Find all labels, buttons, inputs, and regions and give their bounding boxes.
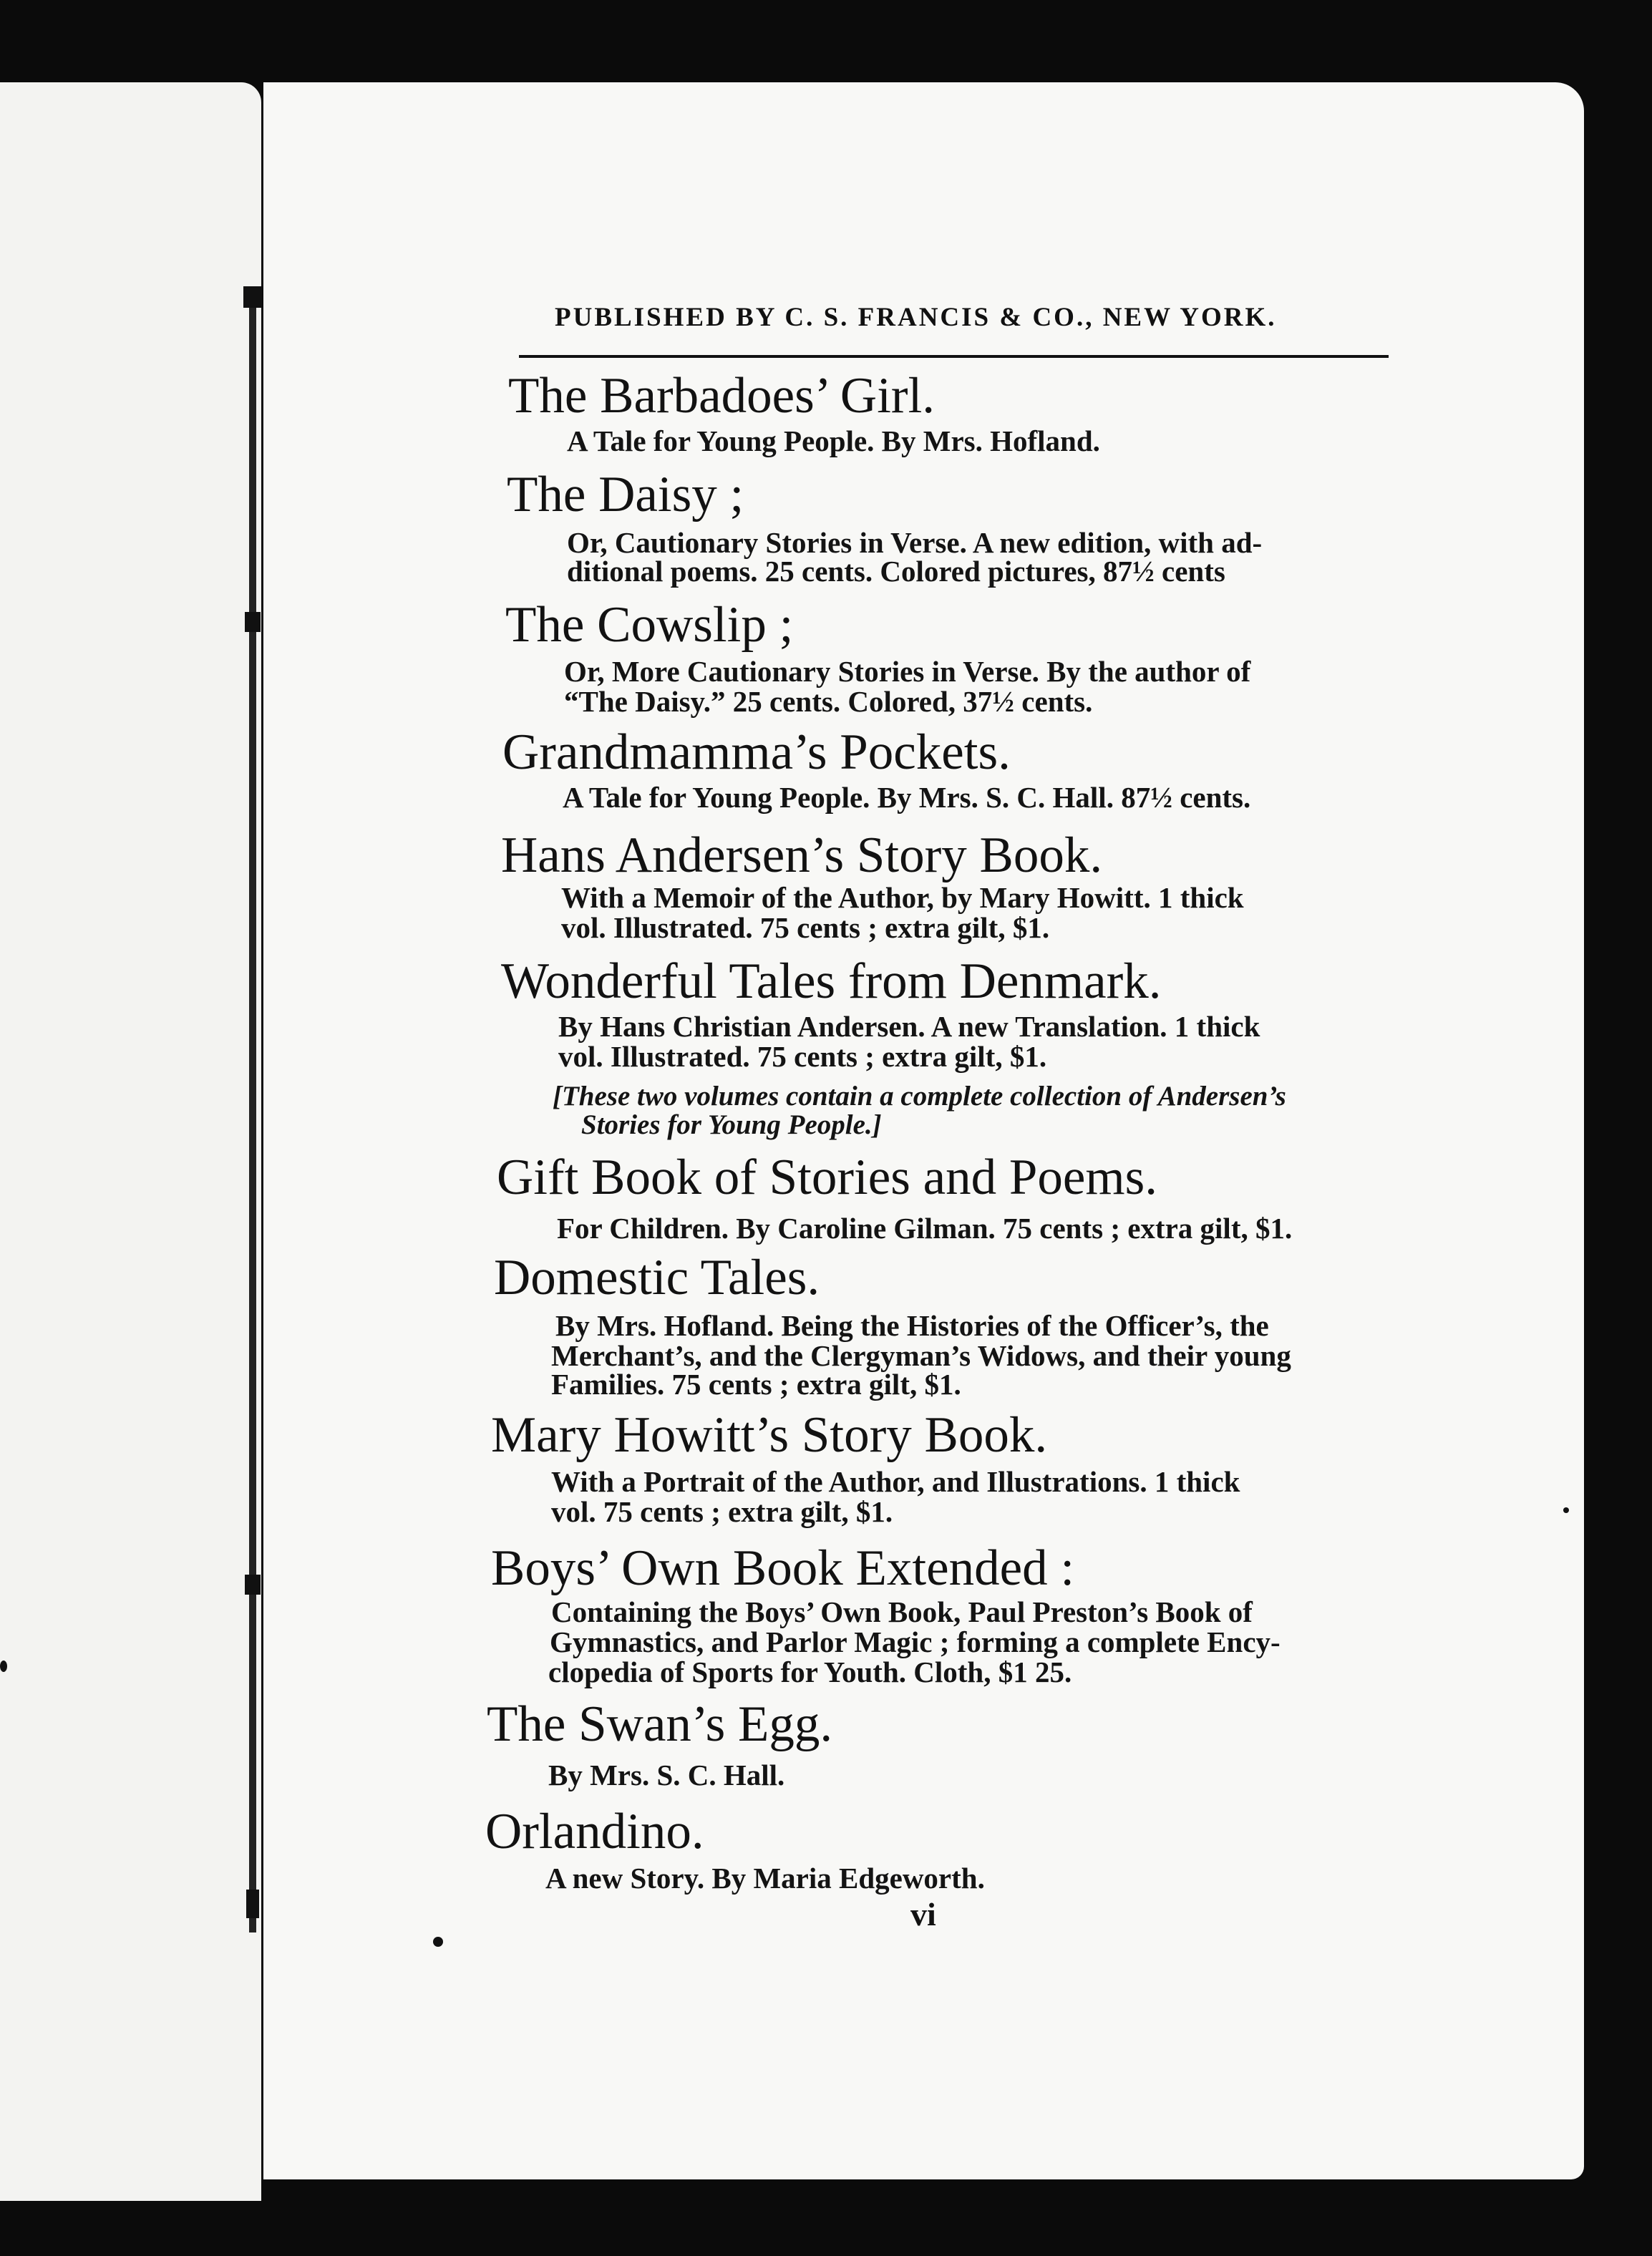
book-note: [These two volumes contain a complete collection of Andersen’s <box>553 1081 1286 1112</box>
book-title: The Daisy ; <box>507 467 744 522</box>
book-title: Orlandino. <box>485 1804 704 1859</box>
book-description: Merchant’s, and the Clergyman’s Widows, and their young <box>551 1339 1291 1372</box>
book-description: “The Daisy.” 25 cents. Colored, 37½ cents. <box>564 685 1093 718</box>
book-title: The Cowslip ; <box>505 597 794 653</box>
book-title: Wonderful Tales from Denmark. <box>501 953 1162 1009</box>
book-description: clopedia of Sports for Youth. Cloth, $1 25. <box>548 1655 1072 1688</box>
speck <box>433 1937 443 1947</box>
book-title: Mary Howitt’s Story Book. <box>491 1407 1048 1463</box>
book-title: Hans Andersen’s Story Book. <box>501 827 1103 883</box>
spine-mark <box>243 286 262 308</box>
book-description: Or, Cautionary Stories in Verse. A new edition, with ad- <box>567 526 1263 559</box>
book-description: A Tale for Young People. By Mrs. Hofland. <box>567 424 1100 457</box>
facing-page <box>0 82 261 2201</box>
book-title: The Barbadoes’ Girl. <box>508 368 936 424</box>
book-description: With a Memoir of the Author, by Mary Howitt. 1 thick <box>561 881 1244 914</box>
book-description: ditional poems. 25 cents. Colored pictures, 87½ cents <box>567 555 1225 588</box>
book-description: With a Portrait of the Author, and Illustrations. 1 thick <box>551 1465 1240 1498</box>
book-note: Stories for Young People.] <box>581 1109 882 1140</box>
speck <box>1563 1507 1569 1513</box>
book-description: A Tale for Young People. By Mrs. S. C. Hall. 87½ cents. <box>563 781 1251 814</box>
book-description: By Mrs. S. C. Hall. <box>548 1759 785 1791</box>
page-number: vi <box>910 1896 936 1932</box>
book-description: Or, More Cautionary Stories in Verse. By the author of <box>564 655 1251 688</box>
book-title: Grandmamma’s Pockets. <box>502 724 1011 780</box>
book-description: Containing the Boys’ Own Book, Paul Preston’s Book of <box>551 1595 1253 1628</box>
book-description: For Children. By Caroline Gilman. 75 cents ; extra gilt, $1. <box>557 1212 1293 1245</box>
publisher-header: PUBLISHED BY C. S. FRANCIS & CO., NEW YORK. <box>555 303 1277 332</box>
book-title: Gift Book of Stories and Poems. <box>497 1149 1157 1205</box>
book-spine <box>249 286 256 1932</box>
book-description: By Hans Christian Andersen. A new Translation. 1 thick <box>558 1010 1260 1043</box>
book-description: vol. Illustrated. 75 cents ; extra gilt, $1. <box>561 911 1050 944</box>
book-description: A new Story. By Maria Edgeworth. <box>545 1862 985 1895</box>
book-description: By Mrs. Hofland. Being the Histories of the Officer’s, the <box>555 1309 1269 1342</box>
book-description: vol. 75 cents ; extra gilt, $1. <box>551 1495 893 1528</box>
spine-mark <box>245 1575 261 1595</box>
book-description: vol. Illustrated. 75 cents ; extra gilt, $1. <box>558 1040 1047 1073</box>
header-rule <box>519 355 1389 358</box>
book-title: Boys’ Own Book Extended : <box>491 1540 1075 1596</box>
speck <box>0 1661 7 1672</box>
spine-mark <box>246 1890 259 1918</box>
book-title: The Swan’s Egg. <box>487 1696 833 1752</box>
book-title: Domestic Tales. <box>494 1250 820 1306</box>
book-description: Gymnastics, and Parlor Magic ; forming a complete Ency- <box>550 1625 1281 1658</box>
book-description: Families. 75 cents ; extra gilt, $1. <box>551 1368 961 1401</box>
spine-mark <box>245 612 261 632</box>
